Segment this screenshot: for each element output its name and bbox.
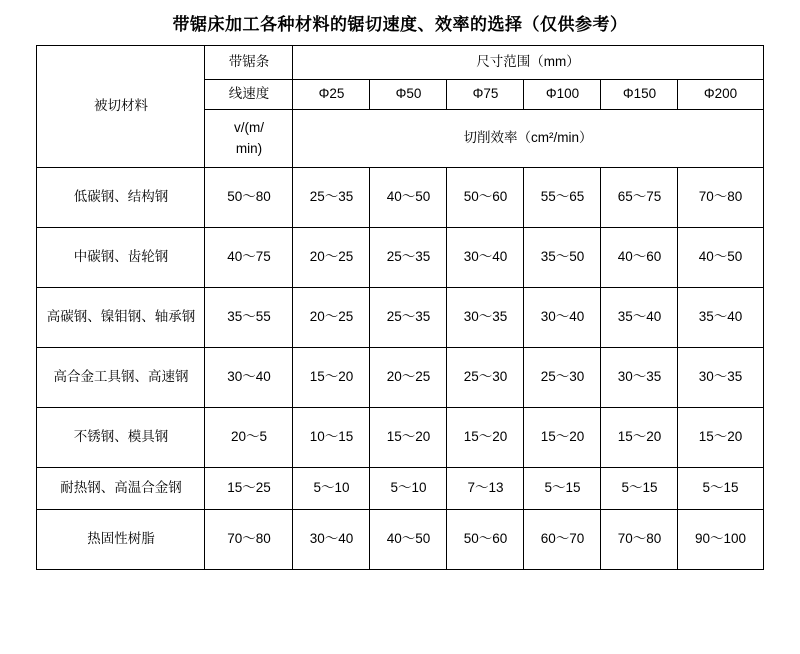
row-value-1: 10～15	[293, 408, 370, 468]
header-speed-line1: 带锯条	[205, 46, 293, 80]
row-value-4: 60～70	[524, 510, 601, 570]
row-speed: 40～75	[205, 228, 293, 288]
header-speed-line3: v/(m/	[233, 120, 264, 136]
header-material-label: 被切材料	[37, 46, 205, 168]
table-row	[37, 228, 763, 288]
header-dim-col-3: Φ75	[447, 80, 524, 110]
row-material: 不锈钢、模具钢	[37, 408, 205, 468]
row-value-4: 30～40	[524, 288, 601, 348]
header-dimension-range: 尺寸范围（mm）	[293, 46, 763, 80]
header-dim-col-1: Φ25	[293, 80, 370, 110]
table-row	[37, 510, 763, 570]
row-speed: 15～25	[205, 468, 293, 510]
row-material: 中碳钢、齿轮钢	[37, 228, 205, 288]
row-value-3: 15～20	[447, 408, 524, 468]
table-row	[37, 408, 763, 468]
row-material: 耐热钢、高温合金钢	[37, 468, 205, 510]
row-value-1: 5～10	[293, 468, 370, 510]
table-row	[37, 348, 763, 408]
row-material: 热固性树脂	[37, 510, 205, 570]
row-value-1: 20～25	[293, 288, 370, 348]
row-value-4: 15～20	[524, 408, 601, 468]
row-speed: 70～80	[205, 510, 293, 570]
row-material: 高合金工具钢、高速钢	[37, 348, 205, 408]
header-dim-col-4: Φ100	[524, 80, 601, 110]
row-value-2: 40～50	[370, 510, 447, 570]
row-value-4: 25～30	[524, 348, 601, 408]
row-value-3: 7～13	[447, 468, 524, 510]
row-value-5: 40～60	[601, 228, 678, 288]
row-value-5: 35～40	[601, 288, 678, 348]
row-value-1: 20～25	[293, 228, 370, 288]
header-speed-line4: min)	[235, 140, 263, 156]
saw-speed-efficiency-table	[36, 45, 763, 570]
row-value-2: 25～35	[370, 288, 447, 348]
row-value-1: 25～35	[293, 168, 370, 228]
table-row	[37, 288, 763, 348]
row-value-3: 25～30	[447, 348, 524, 408]
row-value-5: 30～35	[601, 348, 678, 408]
row-value-4: 5～15	[524, 468, 601, 510]
header-dim-col-2: Φ50	[370, 80, 447, 110]
table-row	[37, 468, 763, 510]
row-value-6: 35～40	[678, 288, 763, 348]
row-value-3: 50～60	[447, 168, 524, 228]
table-row	[37, 168, 763, 228]
row-value-6: 5～15	[678, 468, 763, 510]
header-speed-unit	[205, 110, 293, 168]
row-value-5: 15～20	[601, 408, 678, 468]
table-header-row-1	[37, 46, 763, 80]
row-value-4: 55～65	[524, 168, 601, 228]
row-value-5: 5～15	[601, 468, 678, 510]
row-value-4: 35～50	[524, 228, 601, 288]
row-value-3: 30～40	[447, 228, 524, 288]
header-dim-col-6: Φ200	[678, 80, 763, 110]
row-value-2: 5～10	[370, 468, 447, 510]
page-title: 带锯床加工各种材料的锯切速度、效率的选择（仅供参考）	[172, 15, 628, 34]
row-speed: 30～40	[205, 348, 293, 408]
row-value-2: 15～20	[370, 408, 447, 468]
row-speed: 35～55	[205, 288, 293, 348]
row-material: 低碳钢、结构钢	[37, 168, 205, 228]
header-efficiency-label: 切削效率（cm²/min）	[293, 110, 763, 168]
header-speed-line2: 线速度	[205, 80, 293, 110]
row-speed: 50～80	[205, 168, 293, 228]
row-value-6: 15～20	[678, 408, 763, 468]
row-material: 高碳钢、镍钼钢、轴承钢	[37, 288, 205, 348]
row-value-6: 70～80	[678, 168, 763, 228]
row-value-1: 15～20	[293, 348, 370, 408]
row-value-2: 25～35	[370, 228, 447, 288]
row-value-6: 30～35	[678, 348, 763, 408]
row-value-2: 40～50	[370, 168, 447, 228]
row-value-3: 50～60	[447, 510, 524, 570]
row-value-5: 70～80	[601, 510, 678, 570]
header-dim-col-5: Φ150	[601, 80, 678, 110]
row-value-2: 20～25	[370, 348, 447, 408]
row-speed: 20～5	[205, 408, 293, 468]
row-value-6: 90～100	[678, 510, 763, 570]
row-value-3: 30～35	[447, 288, 524, 348]
row-value-1: 30～40	[293, 510, 370, 570]
row-value-6: 40～50	[678, 228, 763, 288]
row-value-5: 65～75	[601, 168, 678, 228]
